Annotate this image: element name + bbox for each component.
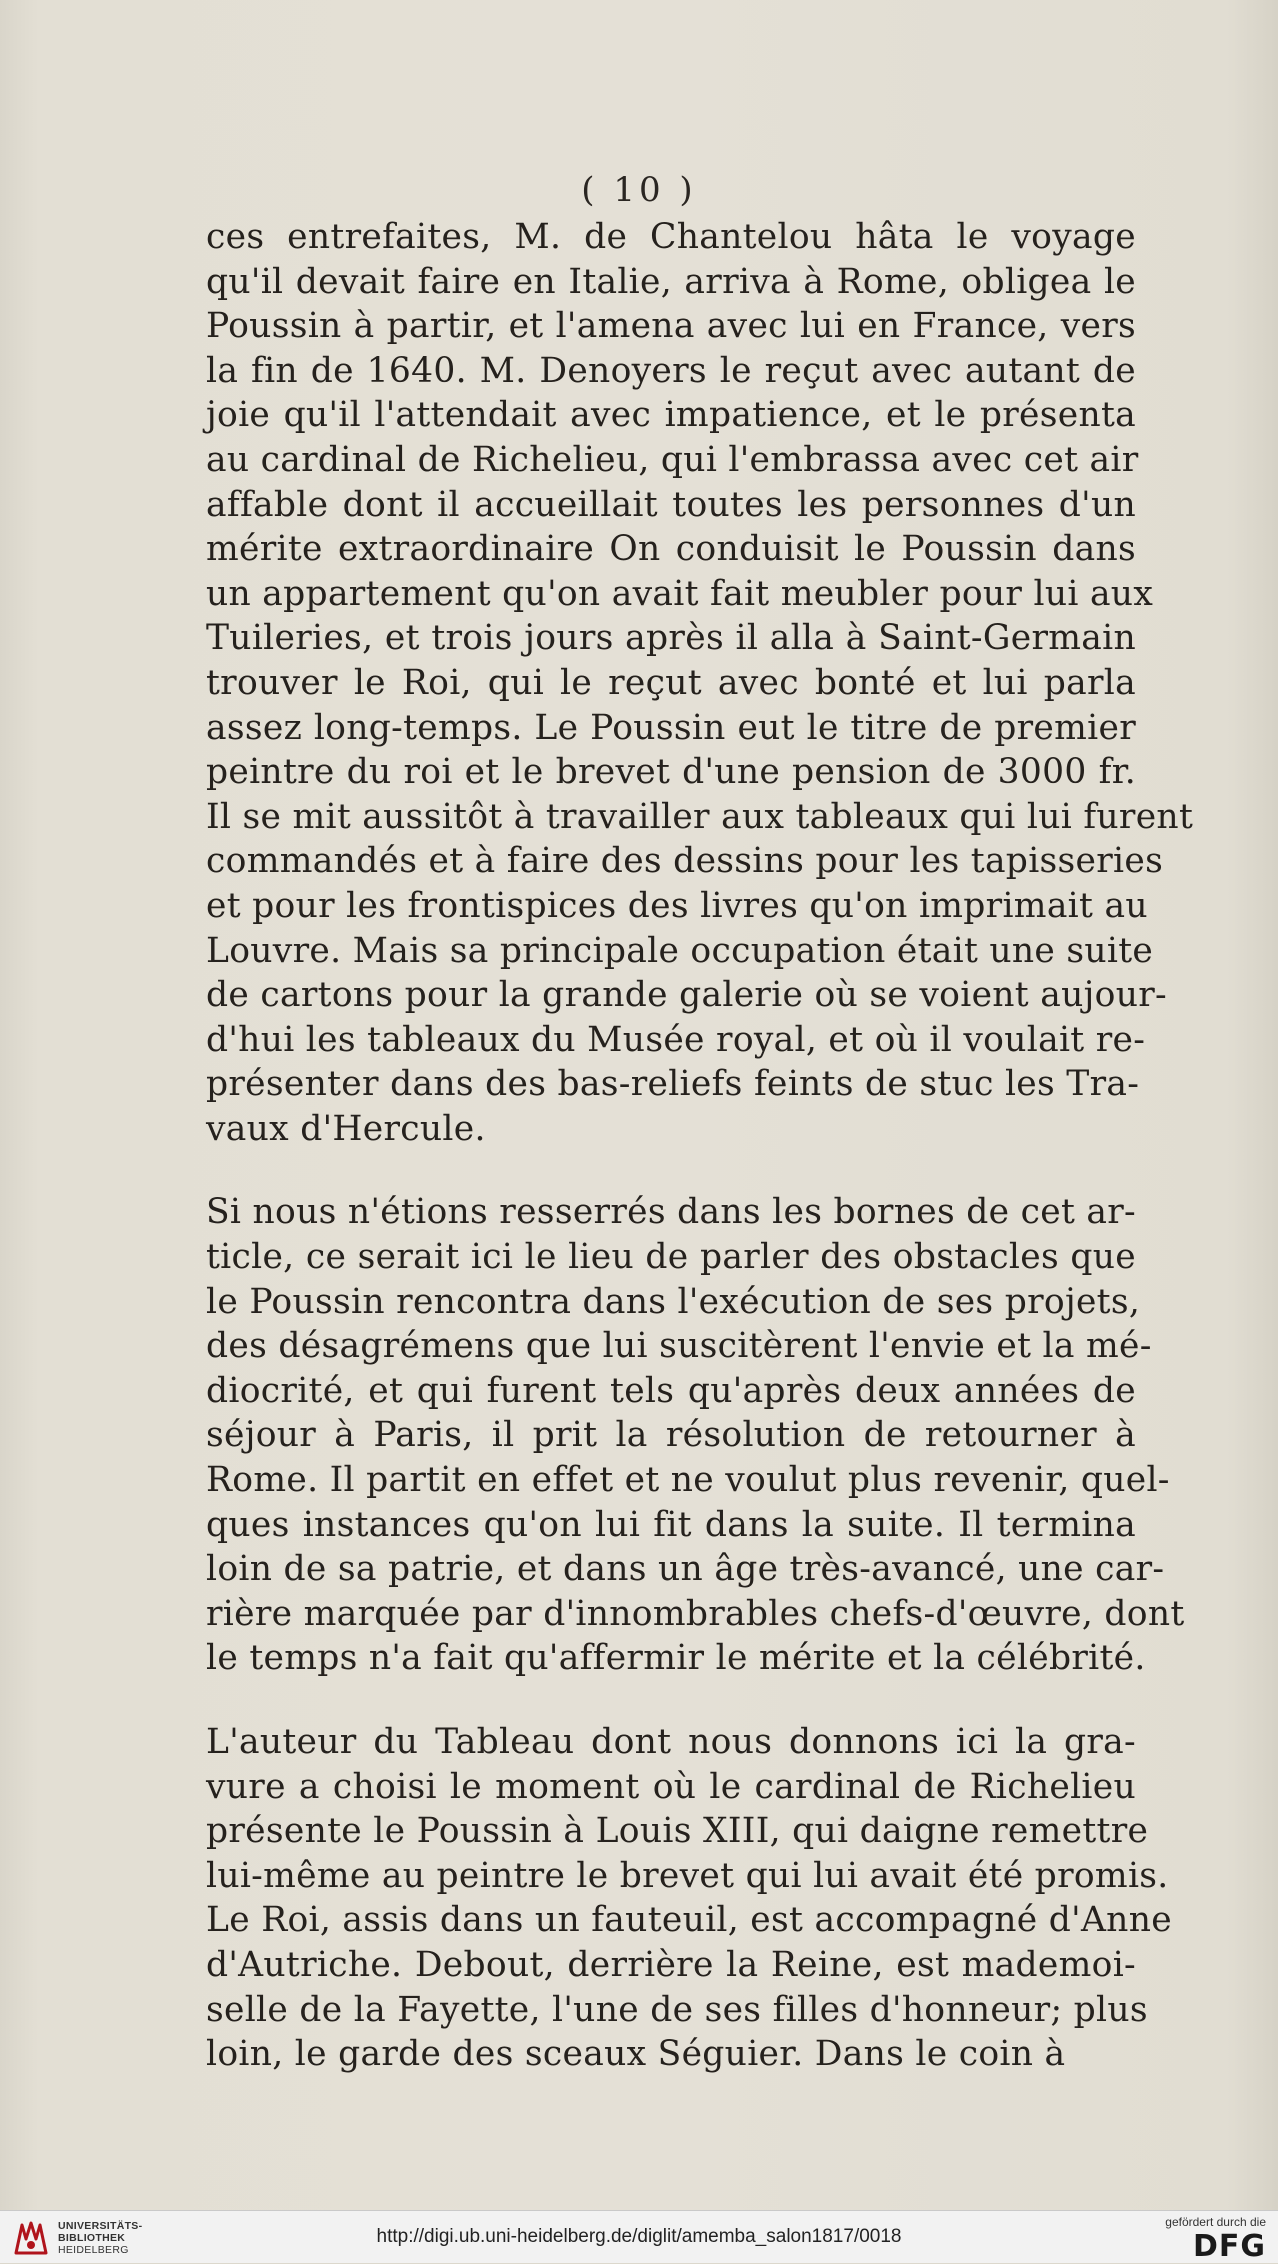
text-line: d'hui les tableaux du Musée royal, et où il voulait re- — [206, 1019, 1146, 1060]
text-line: le temps n'a fait qu'affermir le mérite et la célébrité. — [206, 1638, 1146, 1679]
text-line: de cartons pour la grande galerie où se voient aujour- — [206, 975, 1167, 1016]
text-line: trouver le Roi, qui le reçut avec bonté et lui parla — [206, 662, 1136, 703]
text-line: Le Roi, assis dans un fauteuil, est accompagné d'Anne — [206, 1900, 1172, 1941]
text-line: ticle, ce serait ici le lieu de parler des obstacles que — [206, 1237, 1136, 1278]
text-line: commandés et à faire des dessins pour les tapisseries — [206, 841, 1164, 882]
text-line: selle de la Fayette, l'une de ses filles d'honneur; plus — [206, 1989, 1148, 2030]
text-line: Il se mit aussitôt à travailler aux tableaux qui lui furent — [206, 796, 1194, 837]
text-line: L'auteur du Tableau dont nous donnons ici la gra- — [206, 1722, 1136, 1762]
text-line: rière marquée par d'innombrables chefs-d'œuvre, dont — [206, 1593, 1185, 1634]
funding-note: gefördert durch die — [1165, 2215, 1266, 2229]
text-line: loin, le garde des sceaux Séguier. Dans le coin à — [206, 2034, 1066, 2075]
text-line: diocrité, et qui furent tels qu'après deux années de — [206, 1370, 1136, 1411]
text-line: Tuileries, et trois jours après il alla à Saint-Germain — [206, 618, 1136, 659]
library-name-line: HEIDELBERG — [58, 2244, 129, 2256]
text-line: assez long-temps. Le Poussin eut le titre de premier — [206, 707, 1136, 748]
text-line: un appartement qu'on avait fait meubler pour lui aux — [206, 573, 1154, 614]
text-line: joie qu'il l'attendait avec impatience, et le présenta — [206, 395, 1136, 436]
text-line: présente le Poussin à Louis XIII, qui daigne remettre — [206, 1811, 1149, 1852]
library-name-line: UNIVERSITÄTS- — [58, 2220, 143, 2232]
text-line: Poussin à partir, et l'amena avec lui en France, vers — [206, 306, 1136, 347]
text-line: ces entrefaites, M. de Chantelou hâta le voyage — [206, 217, 1136, 257]
text-line: le Poussin rencontra dans l'exécution de ses projets, — [206, 1281, 1141, 1322]
text-line: au cardinal de Richelieu, qui l'embrassa avec cet air — [206, 439, 1139, 480]
text-line: vaux d'Hercule. — [206, 1108, 486, 1149]
text-line: Louvre. Mais sa principale occupation était une suite — [206, 930, 1154, 971]
text-line: d'Autriche. Debout, derrière la Reine, est mademoi- — [206, 1944, 1136, 1985]
text-line: qu'il devait faire en Italie, arriva à Rome, obligea le — [206, 261, 1136, 302]
text-line: Si nous n'étions resserrés dans les bornes de cet ar- — [206, 1192, 1136, 1233]
library-name-line: BIBLIOTHEK — [58, 2232, 126, 2244]
text-line: des désagrémens que lui suscitèrent l'envie et la mé- — [206, 1326, 1152, 1367]
paragraph — [206, 1720, 1172, 2077]
text-line: affable dont il accueillait toutes les personnes d'un — [206, 484, 1136, 525]
text-line: ques instances qu'on lui fit dans la suite. Il termina — [206, 1504, 1136, 1545]
text-line: présenter dans des bas-reliefs feints de stuc les Tra- — [206, 1064, 1140, 1105]
page-number: ( 10 ) — [581, 170, 697, 210]
text-line: et pour les frontispices des livres qu'on imprimait au — [206, 885, 1148, 926]
viewer-footer — [0, 2210, 1278, 2263]
text-line: mérite extraordinaire On conduisit le Poussin dans — [206, 529, 1136, 570]
paragraph — [206, 1190, 1185, 1681]
dfg-logo: DFG — [1192, 2229, 1266, 2264]
text-line: loin de sa patrie, et dans un âge très-avancé, une car- — [206, 1549, 1165, 1590]
text-line: Rome. Il partit en effet et ne voulut plus revenir, quel- — [206, 1460, 1170, 1501]
text-line: vure a choisi le moment où le cardinal de Richelieu — [206, 1766, 1136, 1807]
text-line: peintre du roi et le brevet d'une pension de 3000 fr. — [206, 752, 1136, 793]
paragraph — [206, 215, 1194, 1151]
text-line: séjour à Paris, il prit la résolution de retourner à — [206, 1415, 1136, 1456]
permalink-url[interactable]: http://digi.ub.uni-heidelberg.de/diglit/amemba_salon1817/0018 — [376, 2226, 902, 2247]
text-line: lui-même au peintre le brevet qui lui avait été promis. — [206, 1855, 1169, 1896]
text-line: la fin de 1640. M. Denoyers le reçut avec autant de — [206, 350, 1136, 391]
body-text — [206, 215, 1194, 2077]
